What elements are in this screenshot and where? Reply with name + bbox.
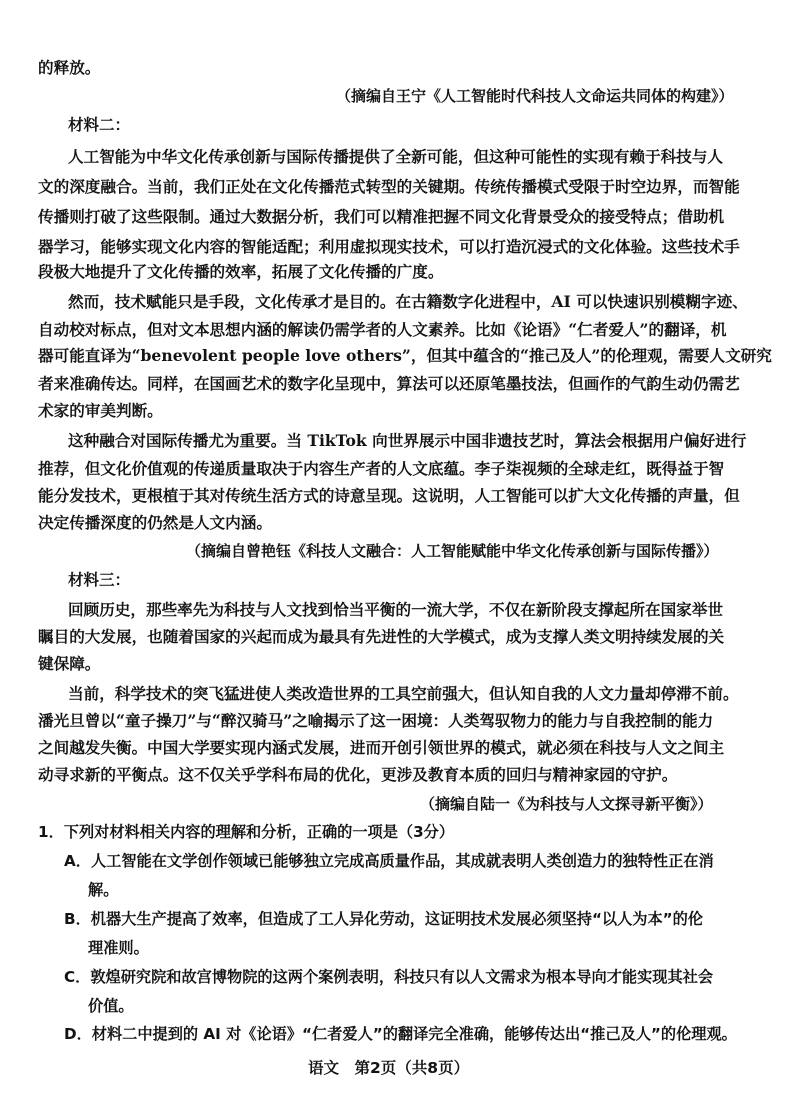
text-line: 能分发技术，更根植于其对传统生活方式的诗意呈现。这说明，人工智能可以扩大文化传播的声量，但 [38,486,740,505]
text-line: 当前，科学技术的突飞猛进使人类改造世界的工具空前强大，但认知自我的人文力量却停滞不前。 [68,684,739,703]
option-b: B．机器大生产提高了效率，但造成了工人异化劳动，这证明技术发展必须坚持“以人为本”的伦 [64,910,704,928]
text-line: 瞩目的大发展，也随着国家的兴起而成为最具有先进性的大学模式，成为支撑人类文明持续发展的关 [38,627,725,646]
text-line: 传播则打破了这些限制。通过大数据分析，我们可以精准把握不同文化背景受众的接受特点；借助机 [38,207,725,226]
option-c-continued: 价值。 [88,997,134,1015]
material3-heading: 材料三： [68,571,131,589]
question-stem: 1．下列对材料相关内容的理解和分析，正确的一项是（3分） [38,823,455,841]
text-line: 文的深度融合。当前，我们正处在文化传播范式转型的关键期。传统传播模式受限于时空边界，而智能 [38,177,740,196]
text-line: 潘光旦曾以“童子操刀”与“醉汉骑马”之喻揭示了这一困境：人类驾驭物力的能力与自我控制的能力 [38,711,714,730]
text-line: 决定传播深度的仍然是人文内涵。 [38,513,272,532]
material2-source: （摘编自曾艳钰《科技人文融合：人工智能赋能中华文化传承创新与国际传播》） [186,542,719,560]
text-line: 这种融合对国际传播尤为重要。当 TikTok 向世界展示中国非遗技艺时，算法会根据用户偏好进行 [68,431,747,450]
text-line: 者来准确传达。同样，在国画艺术的数字化呈现中，算法可以还原笔墨技法，但画作的气韵生动仍需艺 [38,374,740,393]
text-line: 回顾历史，那些率先为科技与人文找到恰当平衡的一流大学，不仅在新阶段支撑起所在国家举世 [68,600,723,619]
page-footer: 语文 第2页（共8页） [308,1059,470,1077]
material1-tail: 的释放。 [38,58,101,77]
option-a-continued: 解。 [88,881,119,899]
option-c: C．敦煌研究院和故宫博物院的这两个案例表明，科技只有以人文需求为根本导向才能实现其社会 [64,968,714,986]
text-line: 自动校对标点，但对文本思想内涵的解读仍需学者的人文素养。比如《论语》“仁者爱人”的翻译，机 [38,320,727,339]
material3-source: （摘编自陆一《为科技与人文探寻新平衡》） [420,795,713,813]
text-line: 器学习，能够实现文化内容的智能适配；利用虚拟现实技术，可以打造沉浸式的文化体验。这些技术手 [38,237,740,256]
option-d: D．材料二中提到的 AI 对《论语》“仁者爱人”的翻译完全准确，能够传达出“推己及人”的伦理观。 [64,1025,737,1043]
text-line: 之间越发失衡。中国大学要实现内涵式发展，进而开创引领世界的模式，就必须在科技与人文之间主 [38,738,725,757]
material2-heading: 材料二： [68,116,131,134]
text-line: 段极大地提升了文化传播的效率，拓展了文化传播的广度。 [38,262,444,281]
option-b-continued: 理准则。 [88,939,149,957]
text-line: 然而，技术赋能只是手段，文化传承才是目的。在古籍数字化进程中，AI 可以快速识别模糊字迹、 [68,292,748,311]
text-line: 动寻求新的平衡点。这不仅关乎学科布局的优化，更涉及教育本质的回归与精神家园的守护。 [38,765,678,784]
text-line: 键保障。 [38,654,101,673]
text-line: 推荐，但文化价值观的传递质量取决于内容生产者的人文底蕴。李子柒视频的全球走红，既得益于智 [38,459,725,478]
option-a: A．人工智能在文学创作领域已能够独立完成高质量作品，其成就表明人类创造力的独特性正在消 [64,852,714,870]
material1-source: （摘编自王宁《人工智能时代科技人文命运共同体的构建》） [336,87,734,105]
text-line: 器可能直译为“benevolent people love others”，但其中蕴含的“推己及人”的伦理观，需要人文研究 [38,346,772,365]
text-line: 术家的审美判断。 [38,401,163,420]
text-line: 人工智能为中华文化传承创新与国际传播提供了全新可能，但这种可能性的实现有赖于科技与人 [68,147,723,166]
